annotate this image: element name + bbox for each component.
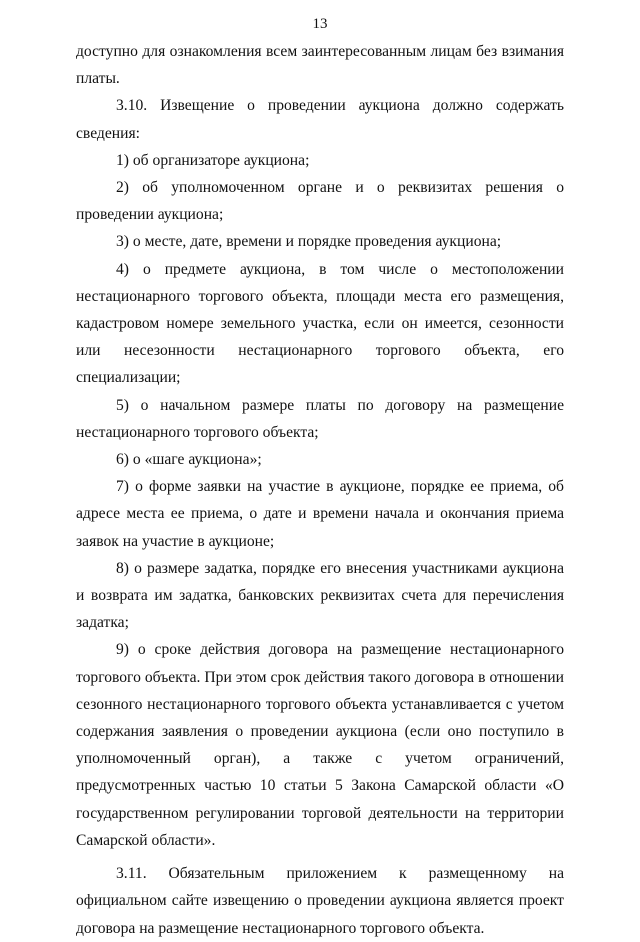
list-item-6: 6) о «шаге аукциона»; bbox=[116, 451, 262, 469]
list-item-4: 4) о предмете аукциона, в том числе о местоположении нестационарного торгового объекта, площади места его размещения, кадастровом номере земельного участка, если он имеется, сезонности или несезонности нестационарного торгового объекта, его специализации; bbox=[76, 260, 564, 387]
page-number: 13 bbox=[312, 16, 328, 32]
list-item-5: 5) о начальном размере платы по договору на размещение нестационарного торгового объекта; bbox=[76, 396, 564, 441]
list-item-1: 1) об организаторе аукциона; bbox=[116, 151, 310, 169]
document-body bbox=[76, 38, 564, 942]
list-item-7: 7) о форме заявки на участие в аукционе, порядке ее приема, об адресе места ее приема, о дате и времени начала и окончания приема заявок на участие в аукционе; bbox=[76, 478, 564, 550]
paragraph-section-3-10: 3.10. Извещение о проведении аукциона должно содержать сведения: bbox=[76, 97, 564, 142]
list-item-9: 9) о сроке действия договора на размещение нестационарного торгового объекта. При этом срок действия такого договора в отношении сезонного нестационарного торгового объекта устанавливается с учетом содержания заявления о проведении аукциона (если оно поступило в уполномоченный орган), а также с учетом ограничений, предусмотренных частью 10 статьи 5 Закона Самарской области «О государственном регулировании торговой деятельности на территории Самарской области». bbox=[76, 641, 564, 849]
list-item-3: 3) о месте, дате, времени и порядке проведения аукциона; bbox=[116, 233, 502, 251]
document-page bbox=[76, 14, 564, 942]
paragraph-section-3-11: 3.11. Обязательным приложением к размещенному на официальном сайте извещению о проведении аукциона является проект договора на размещение нестационарного торгового объекта. bbox=[76, 865, 564, 937]
paragraph-continuation: доступно для ознакомления всем заинтересованным лицам без взимания платы. bbox=[76, 43, 564, 88]
list-item-2: 2) об уполномоченном органе и о реквизитах решения о проведении аукциона; bbox=[76, 179, 564, 224]
list-item-8: 8) о размере задатка, порядке его внесения участниками аукциона и возврата им задатка, банковских реквизитах счета для перечисления задатка; bbox=[76, 559, 564, 632]
